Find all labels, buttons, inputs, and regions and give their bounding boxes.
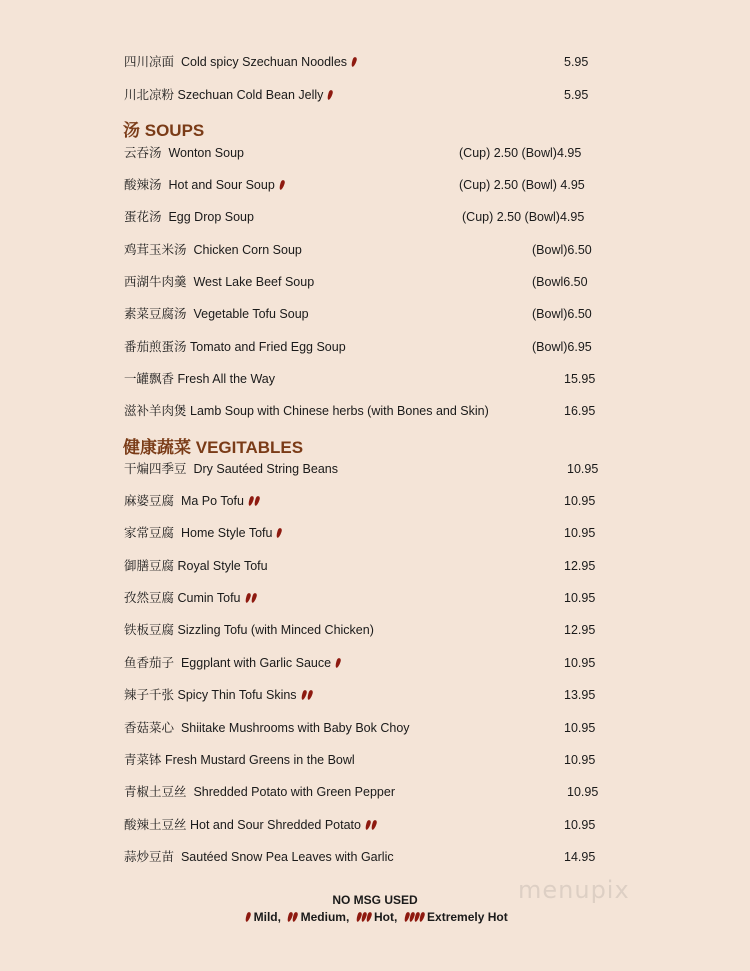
menu-item	[0, 491, 750, 511]
menu-item	[0, 207, 750, 227]
item-name-en: Hot and Sour Soup	[168, 178, 275, 192]
item-price: (Bowl)6.50	[532, 243, 592, 257]
item-name-en: Szechuan Cold Bean Jelly	[177, 88, 324, 102]
item-price: 5.95	[564, 55, 589, 69]
chili-pepper-icon	[327, 90, 334, 101]
item-name-en: Hot and Sour Shredded Potato	[190, 818, 361, 832]
item-name-zh: 御膳豆腐	[124, 558, 175, 573]
heat-legend	[0, 909, 750, 926]
chili-pepper-icon	[275, 523, 281, 543]
chili-pepper-icon	[248, 496, 255, 507]
menu-item	[0, 588, 750, 608]
menu-item	[0, 401, 750, 421]
menu-item	[0, 52, 750, 72]
item-price: 10.95	[567, 462, 599, 476]
item-name-zh: 麻婆豆腐	[124, 493, 175, 508]
chili-pepper-icon	[326, 85, 332, 105]
item-price: 12.95	[564, 559, 596, 573]
menu-item	[0, 653, 750, 673]
menu-item	[0, 459, 750, 479]
item-name-en: Fresh Mustard Greens in the Bowl	[165, 753, 355, 767]
item-name-en: West Lake Beef Soup	[193, 275, 315, 289]
menu-item	[0, 143, 750, 163]
item-price: (Bowl6.50	[532, 275, 588, 289]
chili-pepper-icon	[244, 593, 251, 604]
chili-pepper-icon	[300, 690, 307, 701]
item-price: 10.95	[567, 785, 599, 799]
chili-pepper-icon	[287, 909, 297, 926]
chili-pepper-icon	[278, 175, 284, 195]
chili-pepper-icon	[292, 912, 299, 923]
item-name-zh: 青椒土豆丝	[124, 784, 187, 799]
menu-item	[0, 782, 750, 802]
legend-label-medium: Medium,	[300, 910, 350, 924]
chili-pepper-icon	[245, 909, 250, 926]
chili-pepper-icon	[254, 496, 261, 507]
item-name-en: Home Style Tofu	[180, 526, 273, 540]
chili-pepper-icon	[334, 653, 340, 673]
item-price: 14.95	[564, 850, 596, 864]
item-name-en: Vegetable Tofu Soup	[193, 307, 309, 321]
item-name-en: Sizzling Tofu (with Minced Chicken)	[177, 623, 374, 637]
item-name-en: Wonton Soup	[168, 146, 244, 160]
item-price: 10.95	[564, 656, 596, 670]
menu-item	[0, 85, 750, 105]
item-price: 15.95	[564, 372, 596, 386]
item-name-zh: 铁板豆腐	[124, 622, 175, 637]
item-name-en: Royal Style Tofu	[177, 559, 268, 573]
item-name-en: Shiitake Mushrooms with Baby Bok Choy	[180, 721, 410, 735]
menu-item	[0, 523, 750, 543]
item-name-zh: 川北凉粉	[124, 87, 175, 102]
legend-label-hot: Hot,	[374, 910, 398, 924]
item-price: (Bowl)6.95	[532, 340, 592, 354]
section-heading-soups	[123, 120, 204, 142]
menu-item	[0, 304, 750, 324]
item-name-en: Ma Po Tofu	[180, 494, 244, 508]
item-price: 10.95	[564, 753, 596, 767]
item-name-zh: 番茄煎蛋汤	[124, 339, 187, 354]
item-name-zh: 辣子千张	[124, 687, 175, 702]
chili-pepper-icon	[335, 658, 342, 669]
item-price: 10.95	[564, 526, 596, 540]
item-price: 10.95	[564, 494, 596, 508]
section-heading-vegetables	[123, 437, 303, 459]
menu-item	[0, 685, 750, 705]
item-name-zh: 青菜钵	[124, 752, 162, 767]
section-heading-zh: 汤	[123, 121, 140, 141]
menu-item	[0, 847, 750, 867]
menu-item	[0, 718, 750, 738]
chili-pepper-icon	[364, 815, 376, 835]
menu-item	[0, 272, 750, 292]
menu-item	[0, 337, 750, 357]
item-name-zh: 云吞汤	[124, 145, 162, 160]
chili-pepper-icon	[245, 912, 252, 923]
item-name-zh: 孜然豆腐	[124, 590, 175, 605]
legend-label-extremely-hot: Extremely Hot	[427, 910, 508, 924]
menu-item	[0, 620, 750, 640]
menu-item	[0, 750, 750, 770]
chili-pepper-icon	[365, 820, 372, 831]
item-price: (Cup) 2.50 (Bowl)4.95	[462, 210, 585, 224]
item-name-zh: 一罐飘香	[124, 371, 175, 386]
item-name-en: Lamb Soup with Chinese herbs (with Bones and Skin)	[190, 404, 489, 418]
item-name-zh: 家常豆腐	[124, 525, 175, 540]
legend-label-mild: Mild,	[253, 910, 281, 924]
item-name-zh: 鸡茸玉米汤	[124, 242, 187, 257]
item-price: (Cup) 2.50 (Bowl)4.95	[459, 146, 582, 160]
item-price: 10.95	[564, 818, 596, 832]
section-heading-en: VEGITABLES	[195, 438, 304, 457]
item-name-en: Dry Sautéed String Beans	[193, 462, 338, 476]
menu-item	[0, 369, 750, 389]
item-name-en: Cold spicy Szechuan Noodles	[180, 55, 348, 69]
chili-pepper-icon	[306, 690, 313, 701]
item-name-zh: 四川凉面	[124, 54, 175, 69]
item-price: 10.95	[564, 591, 596, 605]
item-price: (Bowl)6.50	[532, 307, 592, 321]
item-name-en: Eggplant with Garlic Sauce	[180, 656, 332, 670]
menu-item	[0, 815, 750, 835]
item-name-en: Tomato and Fried Egg Soup	[190, 340, 346, 354]
no-msg-notice: NO MSG USED	[332, 893, 418, 907]
item-price: 16.95	[564, 404, 596, 418]
item-name-zh: 西湖牛肉羹	[124, 274, 187, 289]
chili-pepper-icon	[278, 180, 285, 191]
chili-pepper-icon	[350, 52, 356, 72]
chili-pepper-icon	[371, 820, 378, 831]
item-name-zh: 酸辣汤	[124, 177, 162, 192]
item-name-en: Chicken Corn Soup	[193, 243, 302, 257]
section-heading-en: SOUPS	[144, 121, 205, 140]
item-name-zh: 酸辣土豆丝	[124, 817, 187, 832]
item-price: 13.95	[564, 688, 596, 702]
watermark-logo: menupix	[518, 876, 630, 904]
item-name-zh: 香菇菜心	[124, 720, 175, 735]
item-name-en: Fresh All the Way	[177, 372, 275, 386]
item-price: 10.95	[564, 721, 596, 735]
item-price: 5.95	[564, 88, 589, 102]
item-name-zh: 鱼香茄子	[124, 655, 175, 670]
item-name-en: Sautéed Snow Pea Leaves with Garlic	[180, 850, 394, 864]
section-heading-zh: 健康蔬菜	[123, 438, 191, 458]
menu-item	[0, 175, 750, 195]
chili-pepper-icon	[351, 57, 358, 68]
chili-pepper-icon	[276, 528, 283, 539]
chili-pepper-icon	[300, 685, 312, 705]
item-name-zh: 素菜豆腐汤	[124, 306, 187, 321]
item-name-zh: 滋补羊肉煲	[124, 403, 187, 418]
item-price: 12.95	[564, 623, 596, 637]
item-name-en: Cumin Tofu	[177, 591, 241, 605]
chili-pepper-icon	[244, 588, 256, 608]
item-price: (Cup) 2.50 (Bowl) 4.95	[459, 178, 585, 192]
chili-pepper-icon	[356, 909, 371, 926]
chili-pepper-icon	[247, 491, 259, 511]
item-name-en: Egg Drop Soup	[168, 210, 254, 224]
item-name-zh: 干煸四季豆	[124, 461, 187, 476]
menu-item	[0, 556, 750, 576]
item-name-zh: 蛋花汤	[124, 209, 162, 224]
menu-item	[0, 240, 750, 260]
item-name-en: Spicy Thin Tofu Skins	[177, 688, 297, 702]
item-name-en: Shredded Potato with Green Pepper	[193, 785, 395, 799]
chili-pepper-icon	[404, 909, 424, 926]
item-name-zh: 蒜炒豆苗	[124, 849, 175, 864]
